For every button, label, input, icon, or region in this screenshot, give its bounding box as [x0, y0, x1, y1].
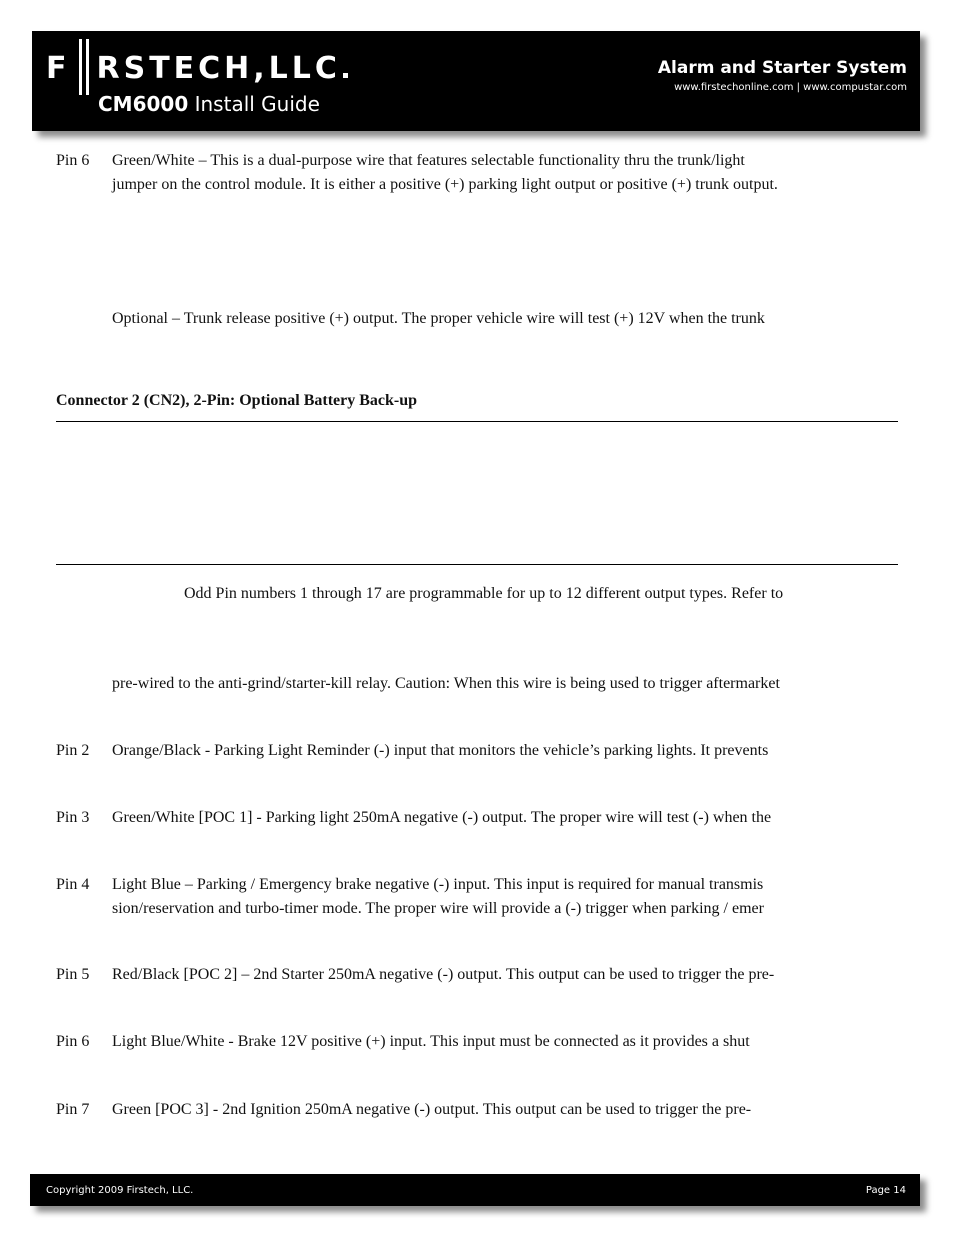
- pin2-text: Orange/Black - Parking Light Reminder (-) input that monitors the vehicle’s parking lights. It prevents: [112, 742, 769, 759]
- prewired-text: pre-wired to the anti-grind/starter-kill relay. Caution: When this wire is being used to trigger aftermarket: [112, 675, 780, 692]
- guide-title: [98, 91, 320, 117]
- page-footer: [30, 1174, 920, 1206]
- pin4-text-line2: sion/reservation and turbo-timer mode. The proper wire will provide a (-) trigger when parking / emer: [112, 900, 764, 917]
- divider: [56, 421, 898, 422]
- divider: [56, 564, 898, 565]
- odd-pins-text: Odd Pin numbers 1 through 17 are programmable for up to 12 different output types. Refer to: [184, 585, 784, 602]
- page-header: [32, 31, 920, 131]
- system-title: Alarm and Starter System: [657, 58, 907, 78]
- header-urls: www.firstechonline.com | www.compustar.com: [674, 82, 907, 93]
- pin5-text: Red/Black [POC 2] – 2nd Starter 250mA negative (-) output. This output can be used to trigger the pre-: [112, 966, 775, 983]
- pin-label: Pin 5: [56, 966, 90, 983]
- pin6-text-line2: jumper on the control module. It is either a positive (+) parking light output or positive (+) trunk output.: [112, 176, 778, 193]
- pin-label: Pin 7: [56, 1101, 90, 1118]
- page-number: Page 14: [865, 1185, 906, 1196]
- product-name: CM6000: [98, 92, 189, 116]
- optional-trunk-text: Optional – Trunk release positive (+) output. The proper vehicle wire will test (+) 12V when the trunk: [112, 310, 765, 327]
- pin-label: Pin 6: [56, 1033, 90, 1050]
- pin-label: Pin 2: [56, 742, 90, 759]
- firstech-logo: F RSTECH,LLC: [46, 39, 376, 85]
- pin3-text: Green/White [POC 1] - Parking light 250mA negative (-) output. The proper wire will test (-) when the: [112, 809, 772, 826]
- pin4-text-line1: Light Blue – Parking / Emergency brake negative (-) input. This input is required for manual transmis: [112, 876, 764, 893]
- pin-label: Pin 4: [56, 876, 90, 893]
- pin6b-text: Light Blue/White - Brake 12V positive (+) input. This input must be connected as it provides a shut: [112, 1033, 750, 1050]
- pin-label: Pin 6: [56, 152, 90, 169]
- guide-label: Install Guide: [194, 92, 320, 116]
- copyright: Copyright 2009 Firstech, LLC.: [46, 1185, 194, 1196]
- cn2-heading: Connector 2 (CN2), 2-Pin: Optional Battery Back-up: [56, 392, 418, 409]
- pin6-text-line1: Green/White – This is a dual-purpose wire that features selectable functionality thru the trunk/light: [112, 152, 745, 169]
- pin7-text: Green [POC 3] - 2nd Ignition 250mA negative (-) output. This output can be used to trigger the pre-: [112, 1101, 752, 1118]
- pin-label: Pin 3: [56, 809, 90, 826]
- logo-bars-icon: [71, 39, 97, 95]
